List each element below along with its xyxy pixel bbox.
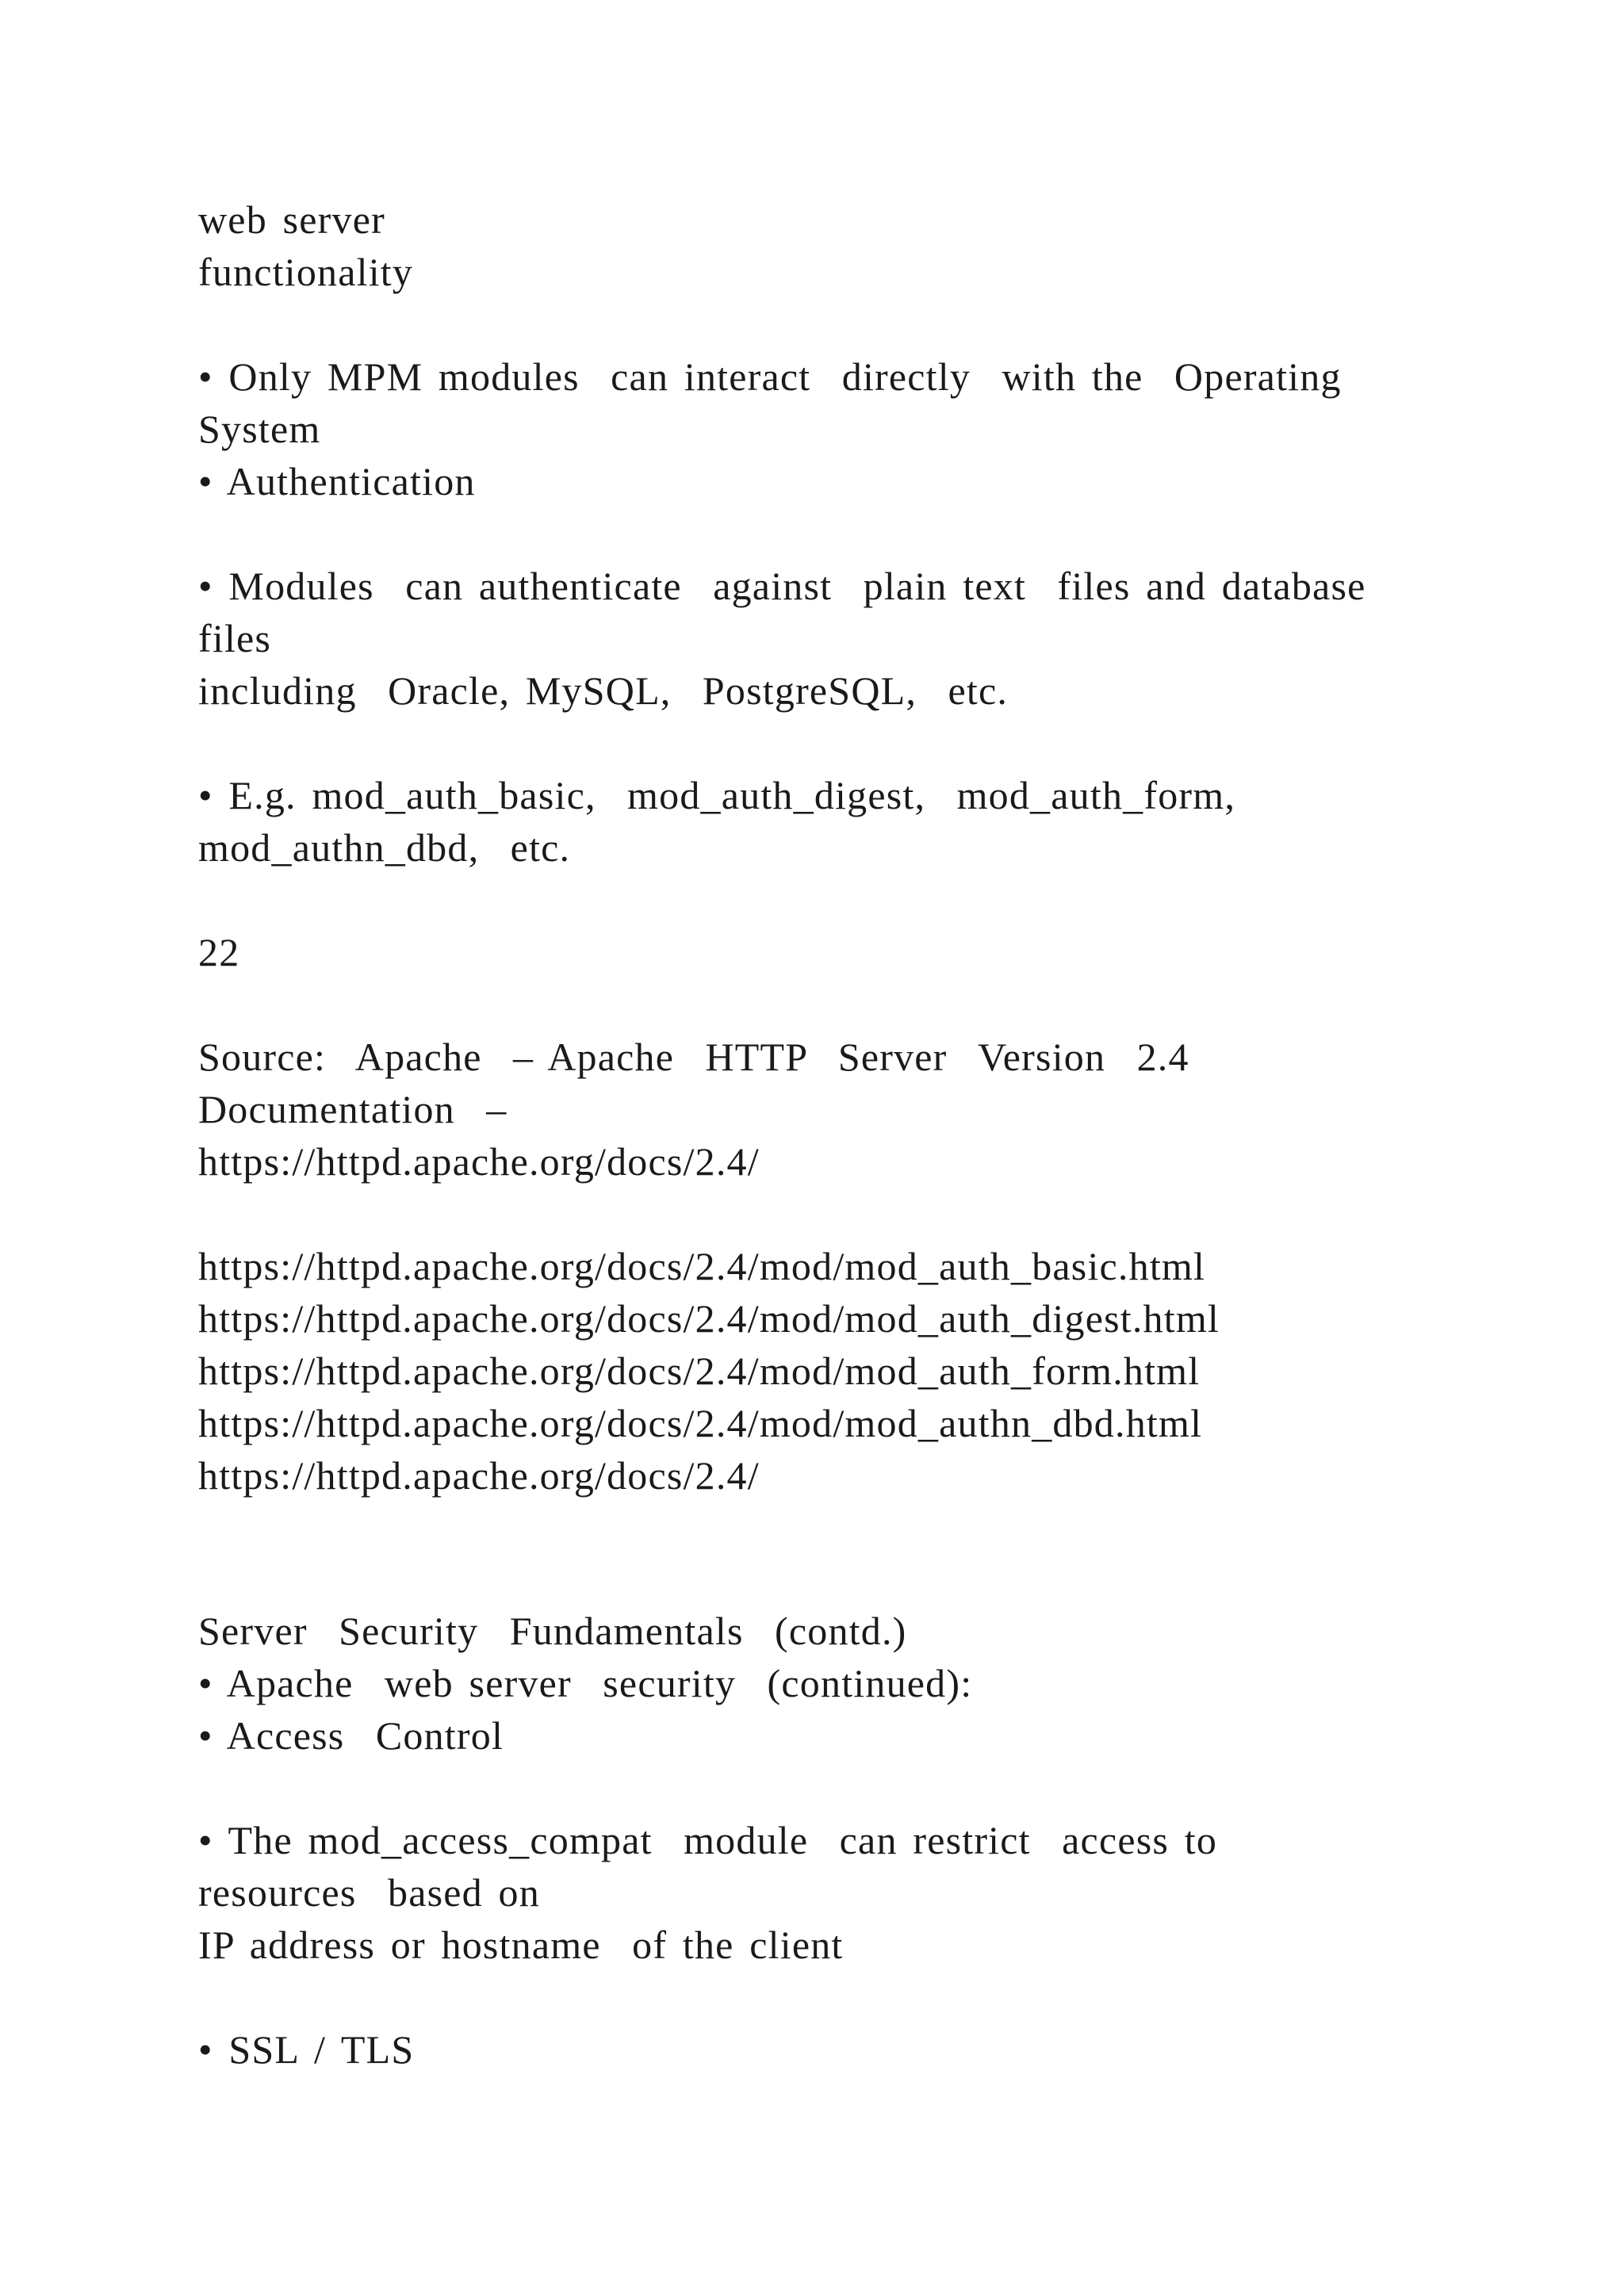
source-citation: Source: Apache – Apache HTTP Server Version 2.4	[198, 1035, 1189, 1079]
bullet-eg-modules: • E.g. mod_auth_basic, mod_auth_digest, mod_auth_form,	[198, 773, 1236, 817]
bullet-authentication: • Authentication	[198, 459, 476, 503]
source-url-docs: https://httpd.apache.org/docs/2.4/	[198, 1139, 760, 1184]
url-mod-authn-dbd: https://httpd.apache.org/docs/2.4/mod/mod_authn_dbd.html	[198, 1401, 1203, 1445]
source-documentation: Documentation –	[198, 1087, 508, 1131]
url-mod-auth-basic: https://httpd.apache.org/docs/2.4/mod/mod_auth_basic.html	[198, 1244, 1206, 1288]
bullet-access-control: • Access Control	[198, 1713, 504, 1758]
url-mod-auth-digest: https://httpd.apache.org/docs/2.4/mod/mod_auth_digest.html	[198, 1296, 1220, 1341]
text-line-ip-address: IP address or hostname of the client	[198, 1923, 844, 1967]
text-line-files: files	[198, 616, 272, 660]
bullet-modules-authenticate: • Modules can authenticate against plain text files and database	[198, 564, 1366, 608]
text-line-web-server: web server	[198, 197, 385, 242]
text-line-functionality: functionality	[198, 250, 414, 294]
text-line-resources: resources based on	[198, 1870, 540, 1915]
page-number: 22	[198, 930, 240, 974]
url-docs-repeat: https://httpd.apache.org/docs/2.4/	[198, 1453, 760, 1498]
text-line-mod-authn-dbd: mod_authn_dbd, etc.	[198, 825, 571, 870]
bullet-ssl-tls: • SSL / TLS	[198, 2027, 415, 2072]
bullet-mod-access-compat: • The mod_access_compat module can restrict access to	[198, 1818, 1218, 1862]
section-heading: Server Security Fundamentals (contd.)	[198, 1609, 907, 1653]
bullet-mpm-modules: • Only MPM modules can interact directly with the Operating	[198, 354, 1342, 399]
url-mod-auth-form: https://httpd.apache.org/docs/2.4/mod/mod_auth_form.html	[198, 1349, 1201, 1393]
bullet-apache-security: • Apache web server security (continued):	[198, 1661, 973, 1705]
text-line-system: System	[198, 407, 321, 451]
text-line-databases: including Oracle, MySQL, PostgreSQL, etc.	[198, 668, 1009, 713]
